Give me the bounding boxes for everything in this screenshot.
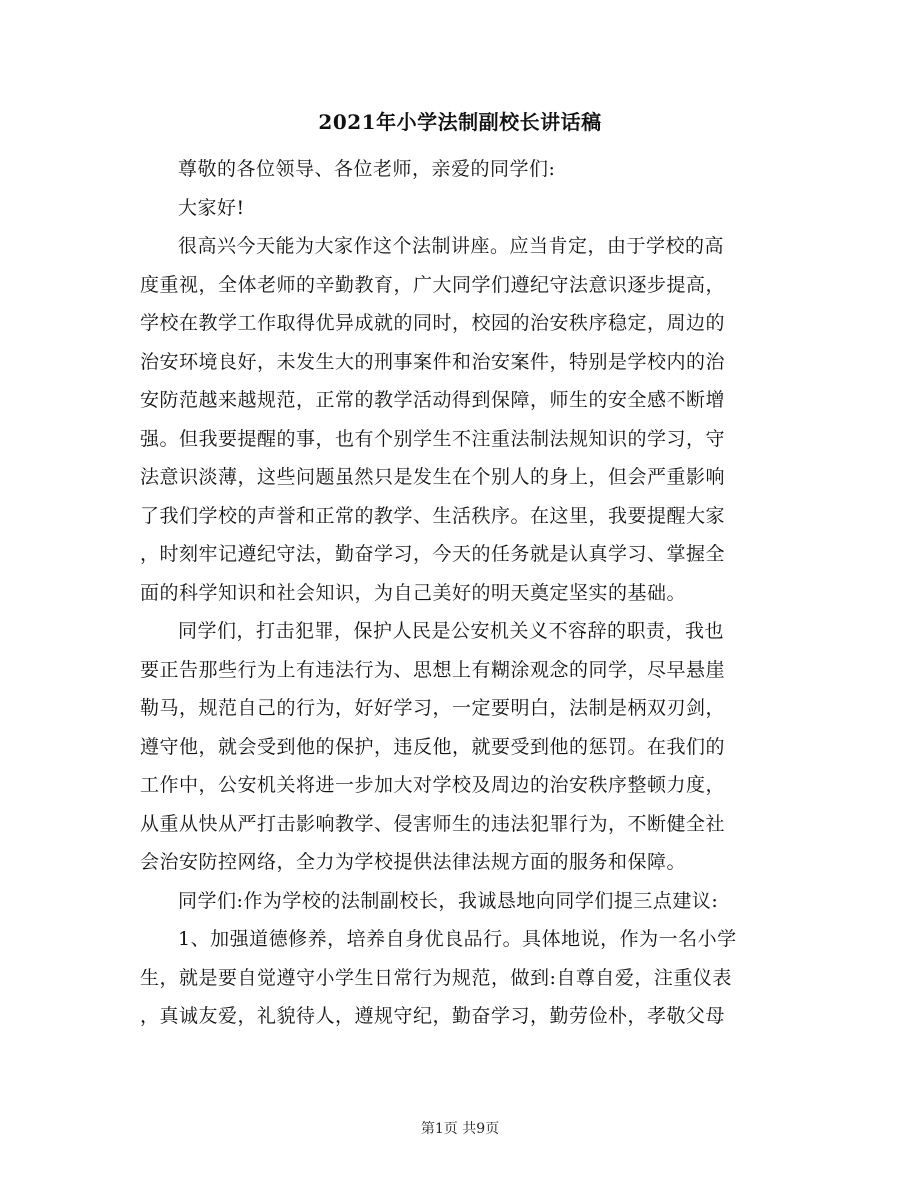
text-line: 很高兴今天能为大家作这个法制讲座。应当肯定，由于学校的高 bbox=[178, 235, 725, 257]
text-line: ，时刻牢记遵纪守法，勤奋学习，今天的任务就是认真学习、掌握全 bbox=[140, 543, 726, 565]
page-footer: 第1页 共9页 bbox=[420, 1121, 500, 1137]
text-line: 要正告那些行为上有违法行为、思想上有糊涂观念的同学，尽早悬崖 bbox=[140, 658, 726, 681]
text-line: 大家好! bbox=[178, 196, 245, 219]
text-line: 尊敬的各位领导、各位老师，亲爱的同学们: bbox=[178, 158, 556, 180]
text-line: 安防范越来越规范，正常的教学活动得到保障，师生的安全感不断增 bbox=[140, 389, 726, 411]
text-line: 工作中，公安机关将进一步加大对学校及周边的治安秩序整顿力度， bbox=[140, 774, 726, 796]
text-line: 学校在教学工作取得优异成就的同时，校园的治安秩序稳定，周边的 bbox=[140, 312, 726, 334]
text-line: 度重视，全体老师的辛勤教育，广大同学们遵纪守法意识逐步提高， bbox=[140, 273, 726, 296]
text-line: 会治安防控网络，全力为学校提供法律法规方面的服务和保障。 bbox=[140, 851, 687, 873]
text-line: 生，就是要自觉遵守小学生日常行为规范，做到:自尊自爱，注重仪表 bbox=[140, 966, 732, 989]
text-line: 勒马，规范自己的行为，好好学习，一定要明白，法制是柄双刃剑， bbox=[140, 697, 726, 719]
text-line: 从重从快从严打击影响教学、侵害师生的违法犯罪行为，不断健全社 bbox=[140, 812, 726, 835]
text-line: 同学们，打击犯罪，保护人民是公安机关义不容辞的职责，我也 bbox=[178, 620, 725, 642]
text-line: 1、加强道德修养，培养自身优良品行。具体地说，作为一名小学 bbox=[178, 928, 737, 950]
document-body bbox=[140, 150, 780, 1036]
text-line: 法意识淡薄，这些问题虽然只是发生在个别人的身上，但会严重影响 bbox=[140, 466, 726, 488]
text-line: 了我们学校的声誉和正常的教学、生活秩序。在这里，我要提醒大家 bbox=[140, 504, 726, 527]
text-line: 治安环境良好，未发生大的刑事案件和治安案件，特别是学校内的治 bbox=[140, 350, 726, 373]
text-line: 遵守他，就会受到他的保护，违反他，就要受到他的惩罚。在我们的 bbox=[140, 735, 726, 758]
document-title: 2021年小学法制副校长讲话稿 bbox=[318, 110, 602, 134]
text-line: 面的科学知识和社会知识，为自己美好的明天奠定坚实的基础。 bbox=[140, 581, 687, 604]
text-line: 强。但我要提醒的事，也有个别学生不注重法制法规知识的学习，守 bbox=[140, 427, 726, 450]
text-line: ，真诚友爱，礼貌待人，遵规守纪，勤奋学习，勤劳俭朴，孝敬父母 bbox=[140, 1005, 726, 1027]
text-line: 同学们:作为学校的法制副校长，我诚恳地向同学们提三点建议: bbox=[178, 889, 719, 912]
